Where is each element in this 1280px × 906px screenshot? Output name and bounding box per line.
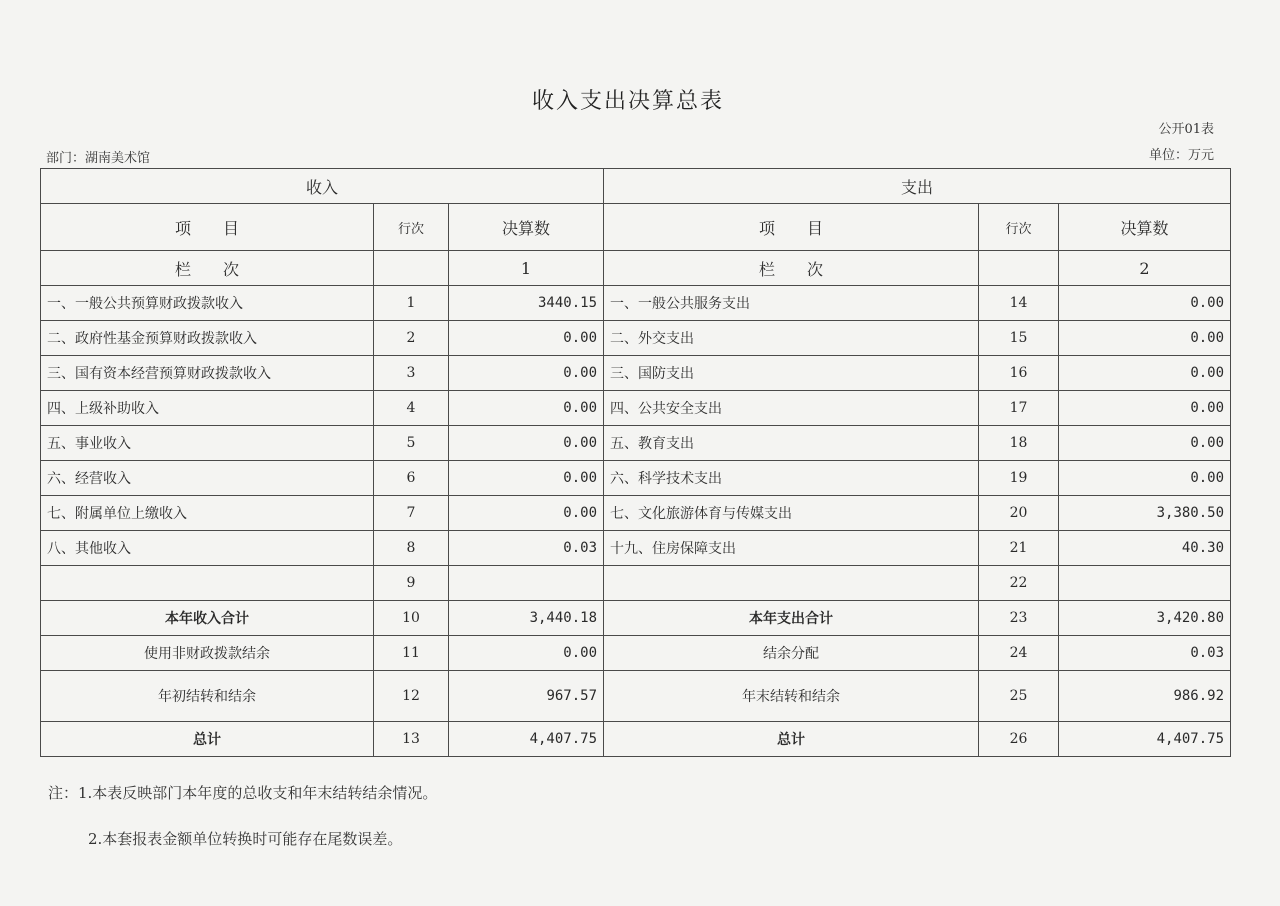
expense-row-number: 23 bbox=[979, 601, 1059, 636]
expense-amount bbox=[1059, 566, 1231, 601]
income-row-number: 11 bbox=[374, 636, 449, 671]
expense-amount: 40.30 bbox=[1059, 531, 1231, 566]
income-item-name bbox=[41, 566, 374, 601]
table-row bbox=[41, 461, 1231, 496]
page-title: 收入支出决算总表 bbox=[531, 89, 724, 114]
income-amount bbox=[449, 566, 604, 601]
expense-item-name: 三、国防支出 bbox=[604, 356, 979, 391]
expense-item-name: 七、文化旅游体育与传媒支出 bbox=[604, 496, 979, 531]
expense-row-number: 20 bbox=[979, 496, 1059, 531]
summary-row-year-total bbox=[41, 601, 1231, 636]
expense-item-name: 十九、住房保障支出 bbox=[604, 531, 979, 566]
expense-amount: 0.00 bbox=[1059, 286, 1231, 321]
income-summary-name: 年初结转和结余 bbox=[41, 671, 374, 722]
expense-item-header: 项 目 bbox=[604, 204, 979, 251]
footnote-2: 2.本套报表金额单位转换时可能存在尾数误差。 bbox=[88, 830, 403, 848]
expense-item-name: 六、科学技术支出 bbox=[604, 461, 979, 496]
expense-item-name: 五、教育支出 bbox=[604, 426, 979, 461]
expense-row-number: 26 bbox=[979, 722, 1059, 757]
expense-summary-name: 年末结转和结余 bbox=[604, 671, 979, 722]
income-summary-name: 总计 bbox=[41, 722, 374, 757]
form-code: 公开01表 bbox=[1158, 122, 1214, 137]
income-amount: 3440.15 bbox=[449, 286, 604, 321]
expense-amount: 3,380.50 bbox=[1059, 496, 1231, 531]
income-row-number: 9 bbox=[374, 566, 449, 601]
expense-item-name: 四、公共安全支出 bbox=[604, 391, 979, 426]
expense-row-number: 17 bbox=[979, 391, 1059, 426]
expense-amount: 3,420.80 bbox=[1059, 601, 1231, 636]
expense-row-number: 16 bbox=[979, 356, 1059, 391]
income-row-number: 8 bbox=[374, 531, 449, 566]
income-column-number: 1 bbox=[449, 251, 604, 286]
expense-row-number: 25 bbox=[979, 671, 1059, 722]
income-item-name: 二、政府性基金预算财政拨款收入 bbox=[41, 321, 374, 356]
expense-amount: 986.92 bbox=[1059, 671, 1231, 722]
expense-summary-name: 本年支出合计 bbox=[604, 601, 979, 636]
expense-row-number: 24 bbox=[979, 636, 1059, 671]
income-row-number: 1 bbox=[374, 286, 449, 321]
income-item-name: 八、其他收入 bbox=[41, 531, 374, 566]
expense-column-number: 2 bbox=[1059, 251, 1231, 286]
expense-amount: 0.00 bbox=[1059, 391, 1231, 426]
expense-row-number: 18 bbox=[979, 426, 1059, 461]
summary-row-balance bbox=[41, 636, 1231, 671]
income-amount: 0.00 bbox=[449, 461, 604, 496]
expense-row-number: 14 bbox=[979, 286, 1059, 321]
table-row bbox=[41, 391, 1231, 426]
summary-row-carryover bbox=[41, 671, 1231, 722]
income-column-label: 栏 次 bbox=[41, 251, 374, 286]
table-row bbox=[41, 496, 1231, 531]
income-row-number: 2 bbox=[374, 321, 449, 356]
income-amount: 0.00 bbox=[449, 636, 604, 671]
expense-item-name: 一、一般公共服务支出 bbox=[604, 286, 979, 321]
income-item-name: 四、上级补助收入 bbox=[41, 391, 374, 426]
income-item-header: 项 目 bbox=[41, 204, 374, 251]
income-row-number: 10 bbox=[374, 601, 449, 636]
expense-amount-header: 决算数 bbox=[1059, 204, 1231, 251]
table-row bbox=[41, 566, 1231, 601]
expense-row-number: 15 bbox=[979, 321, 1059, 356]
table-row bbox=[41, 356, 1231, 391]
expense-amount: 0.00 bbox=[1059, 426, 1231, 461]
income-amount: 0.00 bbox=[449, 321, 604, 356]
expense-row-number: 19 bbox=[979, 461, 1059, 496]
unit-label: 单位：万元 bbox=[1148, 148, 1214, 163]
expense-summary-name: 总计 bbox=[604, 722, 979, 757]
income-amount: 0.03 bbox=[449, 531, 604, 566]
summary-row-grand-total bbox=[41, 722, 1231, 757]
income-expense-table bbox=[40, 168, 1231, 757]
expense-column-blank bbox=[979, 251, 1059, 286]
income-amount-header: 决算数 bbox=[449, 204, 604, 251]
income-summary-name: 本年收入合计 bbox=[41, 601, 374, 636]
income-item-name: 五、事业收入 bbox=[41, 426, 374, 461]
income-column-blank bbox=[374, 251, 449, 286]
income-item-name: 七、附属单位上缴收入 bbox=[41, 496, 374, 531]
income-row-number: 3 bbox=[374, 356, 449, 391]
income-amount: 0.00 bbox=[449, 496, 604, 531]
expense-amount: 0.00 bbox=[1059, 461, 1231, 496]
expense-column-label: 栏 次 bbox=[604, 251, 979, 286]
income-item-name: 一、一般公共预算财政拨款收入 bbox=[41, 286, 374, 321]
income-item-name: 三、国有资本经营预算财政拨款收入 bbox=[41, 356, 374, 391]
expense-amount: 4,407.75 bbox=[1059, 722, 1231, 757]
income-row-number: 5 bbox=[374, 426, 449, 461]
income-amount: 0.00 bbox=[449, 356, 604, 391]
income-row-number: 12 bbox=[374, 671, 449, 722]
table-row bbox=[41, 286, 1231, 321]
income-row-number: 6 bbox=[374, 461, 449, 496]
income-amount: 3,440.18 bbox=[449, 601, 604, 636]
expense-row-number: 22 bbox=[979, 566, 1059, 601]
table-row bbox=[41, 426, 1231, 461]
income-row-number: 4 bbox=[374, 391, 449, 426]
expense-amount: 0.00 bbox=[1059, 356, 1231, 391]
expense-summary-name: 结余分配 bbox=[604, 636, 979, 671]
income-header: 收入 bbox=[41, 169, 604, 204]
income-summary-name: 使用非财政拨款结余 bbox=[41, 636, 374, 671]
income-rowno-header: 行次 bbox=[374, 204, 449, 251]
table-row bbox=[41, 531, 1231, 566]
expense-item-name bbox=[604, 566, 979, 601]
expense-amount: 0.03 bbox=[1059, 636, 1231, 671]
expense-row-number: 21 bbox=[979, 531, 1059, 566]
department-label: 部门：湖南美术馆 bbox=[46, 151, 151, 166]
income-amount: 0.00 bbox=[449, 426, 604, 461]
income-row-number: 13 bbox=[374, 722, 449, 757]
expense-amount: 0.00 bbox=[1059, 321, 1231, 356]
income-amount: 4,407.75 bbox=[449, 722, 604, 757]
footnote-1: 注：1.本表反映部门本年度的总收支和年末结转结余情况。 bbox=[48, 784, 438, 802]
expense-item-name: 二、外交支出 bbox=[604, 321, 979, 356]
income-amount: 967.57 bbox=[449, 671, 604, 722]
expense-rowno-header: 行次 bbox=[979, 204, 1059, 251]
income-item-name: 六、经营收入 bbox=[41, 461, 374, 496]
table-row bbox=[41, 321, 1231, 356]
expense-header: 支出 bbox=[604, 169, 1231, 204]
income-row-number: 7 bbox=[374, 496, 449, 531]
income-amount: 0.00 bbox=[449, 391, 604, 426]
